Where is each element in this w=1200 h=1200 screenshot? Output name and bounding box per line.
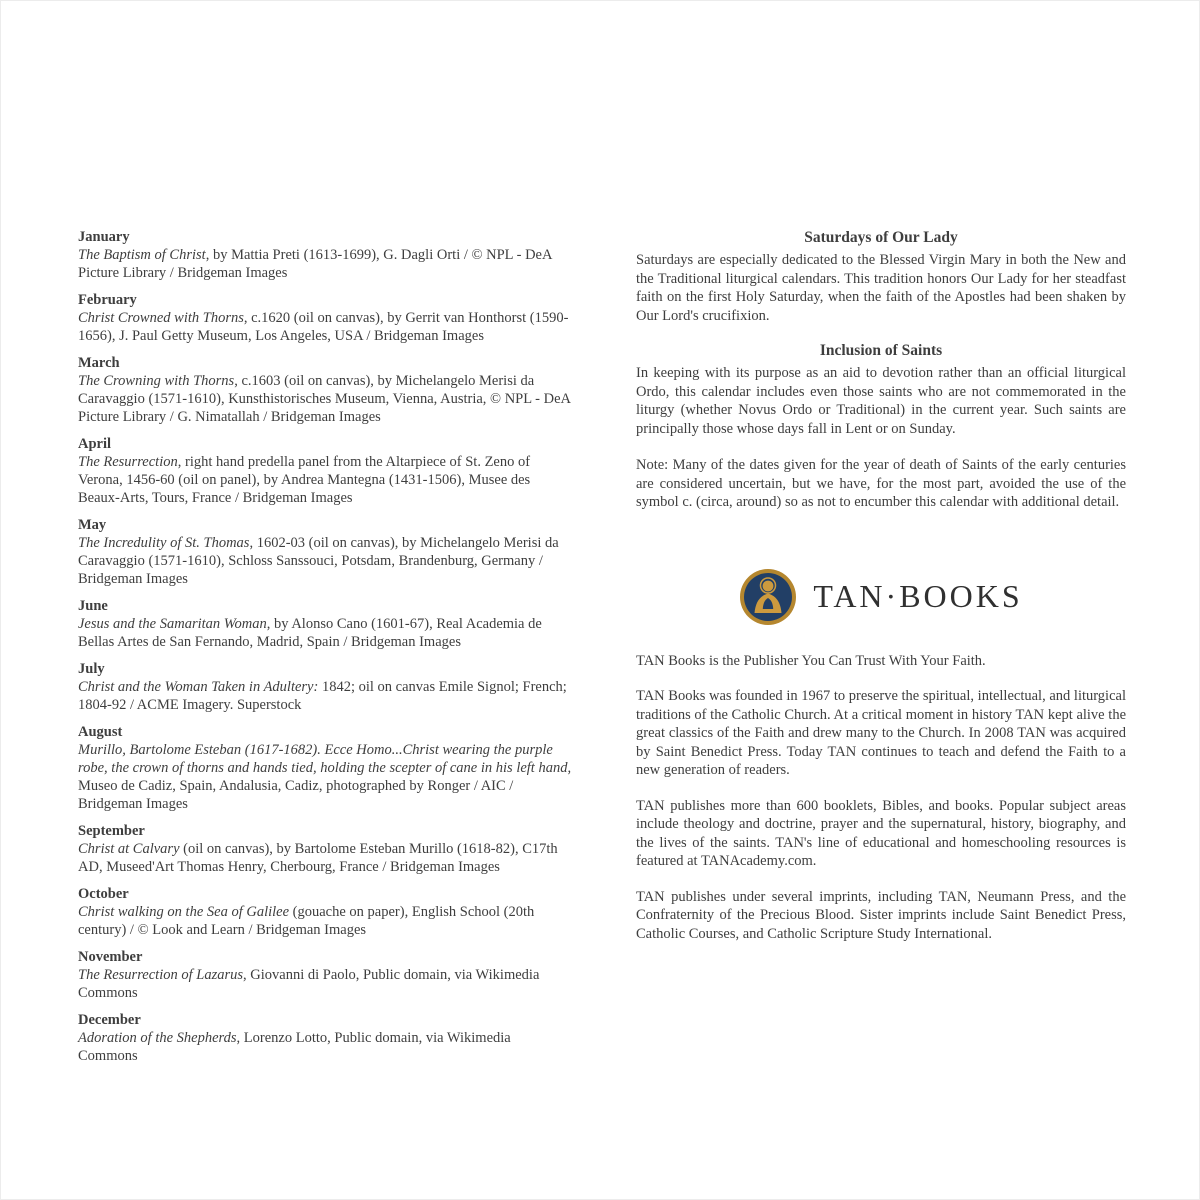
credit-text: [78, 903, 572, 939]
credit-detail: , c.1620 (oil on canvas), by Gerrit van Honthorst (1590-1656), J. Paul Getty Museum, Los Angeles, USA / Bridgeman Images: [78, 310, 569, 344]
credit-detail: Museo de Cadiz, Spain, Andalusia, Cadiz, photographed by Ronger / AIC / Bridgeman Images: [78, 778, 514, 812]
publisher-paragraph: TAN publishes under several imprints, including TAN, Neumann Press, and the Confraternity of the Precious Blood. Sister imprints include Saint Benedict Press, Catholic Courses, and Catholic Scripture Study International.: [636, 888, 1126, 942]
credit-entry: [78, 660, 572, 714]
credit-entry: [78, 885, 572, 939]
credit-month: August: [78, 724, 123, 740]
credit-month: December: [78, 1012, 141, 1028]
credit-text: [78, 453, 572, 507]
credit-entry: [78, 291, 572, 345]
credit-entry: [78, 435, 572, 507]
credit-month: March: [78, 355, 120, 371]
publisher-tagline: TAN Books is the Publisher You Can Trust With Your Faith.: [636, 652, 986, 669]
credit-month: September: [78, 823, 145, 839]
credit-title: Christ walking on the Sea of Galilee: [78, 904, 290, 920]
credit-title: The Baptism of Christ: [78, 247, 206, 263]
credit-month: April: [78, 436, 112, 452]
credit-detail: , 1602-03 (oil on canvas), by Michelangelo Merisi da Caravaggio (1571-1610), Schloss Sanssouci, Potsdam, Brandenburg, Germany / Bridgeman Images: [78, 535, 559, 587]
credit-detail: , Lorenzo Lotto, Public domain, via Wikimedia Commons: [78, 1030, 511, 1064]
credit-detail: , by Alonso Cano (1601-67), Real Academia de Bellas Artes de San Fernando, Madrid, Spain / Bridgeman Images: [78, 616, 542, 650]
credit-title: The Resurrection of Lazarus: [78, 967, 244, 983]
credit-title: The Resurrection: [78, 454, 178, 470]
credit-title: Jesus and the Samaritan Woman: [78, 616, 267, 632]
credit-detail: , Giovanni di Paolo, Public domain, via Wikimedia Commons: [78, 967, 540, 1001]
info-column: [636, 228, 1126, 960]
credit-text: [78, 372, 572, 426]
credit-title: Christ at Calvary: [78, 841, 180, 857]
credit-month: November: [78, 949, 143, 965]
credit-text: [78, 840, 572, 876]
credit-entry: [78, 822, 572, 876]
credit-detail: , right hand predella panel from the Altarpiece of St. Zeno of Verona, 1456-60 (oil on panel), by Andrea Mantegna (1431-1506), Musee des Beaux-Arts, Tours, France / Bridgeman Images: [78, 454, 531, 506]
credit-detail: , by Mattia Preti (1613-1699), G. Dagli Orti / © NPL - DeA Picture Library / Bridgeman Images: [78, 247, 552, 281]
credit-title: Murillo, Bartolome Esteban (1617-1682). Ecce Homo...Christ wearing the purple robe, the crown of thorns and hands tied, holding the scepter of cane in his left hand,: [78, 742, 572, 776]
credit-entry: [78, 597, 572, 651]
credit-detail: (gouache on paper), English School (20th century) / © Look and Learn / Bridgeman Images: [78, 904, 535, 938]
credit-detail: , c.1603 (oil on canvas), by Michelangelo Merisi da Caravaggio (1571-1610), Kunsthistorisches Museum, Vienna, Austria, © NPL - DeA Picture Library / G. Nimatallah / Bridgeman Images: [78, 373, 571, 425]
credit-month: January: [78, 229, 130, 245]
publisher-paragraphs: [636, 687, 1126, 943]
credit-text: [78, 966, 572, 1002]
credit-title: Christ Crowned with Thorns: [78, 310, 244, 326]
credit-title: Christ and the Woman Taken in Adultery:: [78, 679, 319, 695]
credit-entry: [78, 948, 572, 1002]
credit-text: [78, 246, 572, 282]
section-body: Saturdays are especially dedicated to the Blessed Virgin Mary in both the New and the Traditional liturgical calendars. This tradition honors Our Lady for her steadfast faith on the first Holy Saturday, when the faith of the Apostles had been shaken by Our Lord's crucifixion.: [636, 252, 1126, 324]
section-body: In keeping with its purpose as an aid to devotion rather than an official liturgical Ordo, this calendar includes even those saints who are not commemorated in the liturgy (whether Novus Ordo or Traditional) in the current year. Such saints are principally those whose days fall in Lent or on Sunday.: [636, 365, 1126, 437]
credit-detail: 1842; oil on canvas Emile Signol; French; 1804-92 / ACME Imagery. Superstock: [78, 679, 567, 713]
credit-title: The Crowning with Thorns: [78, 373, 235, 389]
tan-books-wordmark: TAN·BOOKS: [813, 578, 1023, 614]
publisher-paragraph: TAN publishes more than 600 booklets, Bibles, and books. Popular subject areas include theology and doctrine, prayer and the supernatural, history, biography, and the lives of the saints. TAN's line of educational and homeschooling resources is featured at TANAcademy.com.: [636, 797, 1126, 869]
credit-entry: [78, 354, 572, 426]
credit-entry: [78, 516, 572, 588]
credit-text: [78, 309, 572, 345]
section-heading: Saturdays of Our Lady: [804, 229, 958, 246]
tan-books-logo: [636, 568, 1126, 626]
tan-medallion-icon: [739, 568, 797, 626]
credit-month: October: [78, 886, 129, 902]
credit-text: [78, 678, 572, 714]
credit-entry: [78, 723, 572, 813]
credits-column: [78, 228, 572, 1074]
credit-text: [78, 615, 572, 651]
credit-title: Adoration of the Shepherds: [78, 1030, 237, 1046]
credit-month: May: [78, 517, 107, 533]
credit-title: The Incredulity of St. Thomas: [78, 535, 250, 551]
credit-month: July: [78, 661, 105, 677]
credit-entry: [78, 1011, 572, 1065]
credit-text: [78, 1029, 572, 1065]
section-inclusion: [636, 341, 1126, 438]
section-saturdays: [636, 228, 1126, 325]
section-heading: Inclusion of Saints: [819, 342, 943, 359]
credit-month: June: [78, 598, 108, 614]
credit-detail: (oil on canvas), by Bartolome Esteban Murillo (1618-82), C17th AD, Museed'Art Thomas Henry, Cherbourg, France / Bridgeman Images: [78, 841, 558, 875]
publisher-paragraph: TAN Books was founded in 1967 to preserve the spiritual, intellectual, and liturgical traditions of the Catholic Church. At a critical moment in history TAN kept alive the great classics of the Faith and drew many to the Church. In 2008 TAN was acquired by Saint Benedict Press. Today TAN continues to teach and defend the Faith to a new generation of readers.: [636, 688, 1126, 778]
credit-month: February: [78, 292, 137, 308]
circa-note: Note: Many of the dates given for the year of death of Saints of the early centuries are considered uncertain, but we have, for the most part, avoided the use of the symbol c. (circa, around) so as not to encumber this calendar with additional detail.: [636, 457, 1126, 510]
credit-text: [78, 534, 572, 588]
credits-list: [78, 228, 572, 1065]
credit-entry: [78, 228, 572, 282]
credit-text: [78, 741, 572, 813]
